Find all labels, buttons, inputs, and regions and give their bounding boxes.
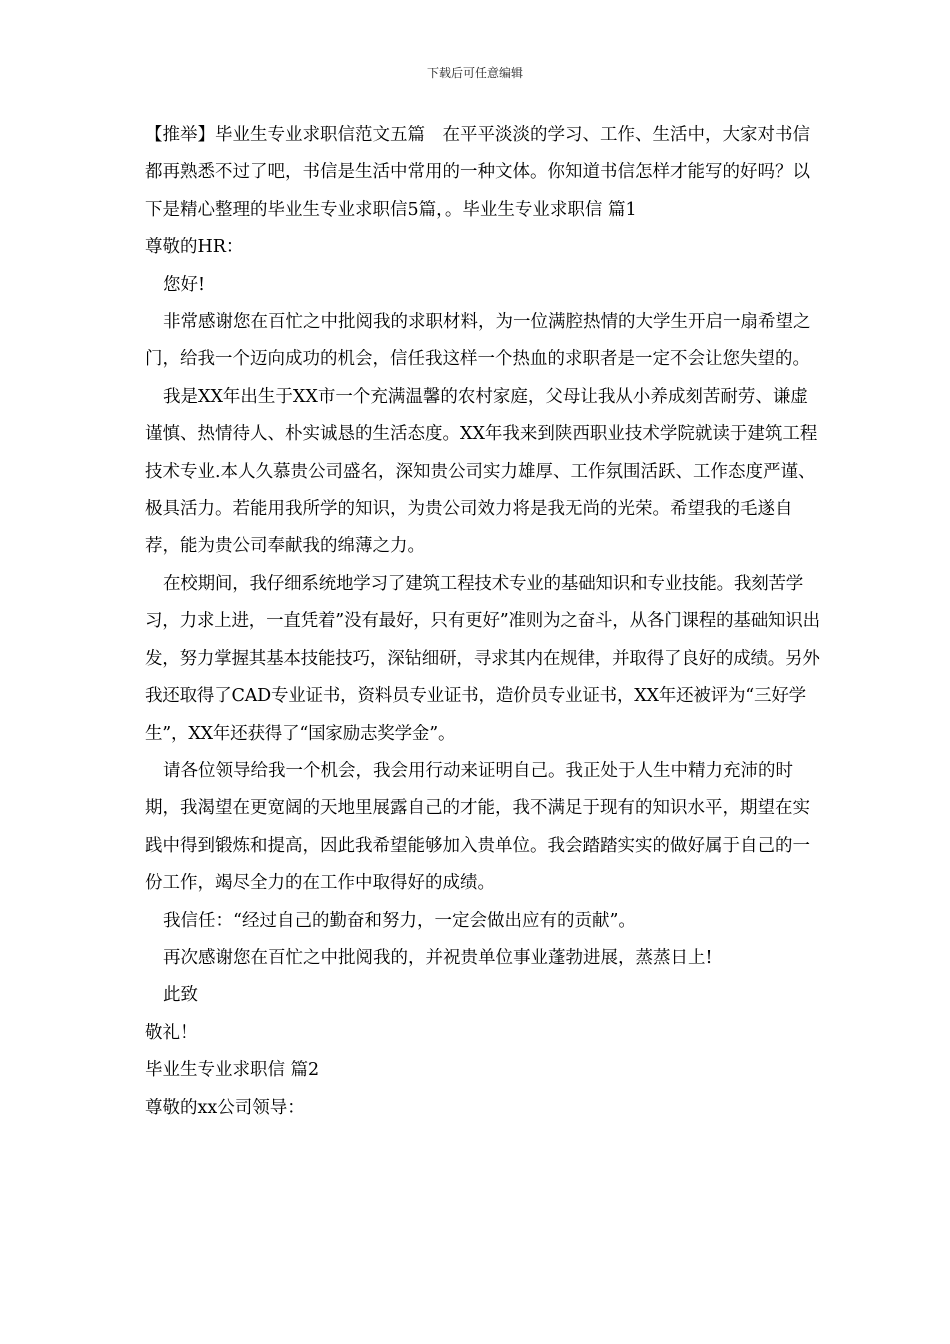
body-paragraph: 我是XX年出生于XX市一个充满温馨的农村家庭，父母让我从小养成刻苦耐劳、谦虚谨慎、热情待人、朴实诚恳的生活态度。XX年我来到陕西职业技术学院就读于建筑工程技术专业.本人久慕贵公司盛名，深知贵公司实力雄厚、工作氛围活跃、工作态度严谨、极具活力。若能用我所学的知识，为贵公司效力将是我无尚的光荣。希望我的毛遂自荐，能为贵公司奉献我的绵薄之力。 [145, 386, 818, 557]
salutation: 尊敬的HR： [145, 237, 244, 258]
closing-salute: 敬礼！ [145, 1022, 198, 1043]
document-body [145, 117, 821, 1127]
body-paragraph: 在校期间，我仔细系统地学习了建筑工程技术专业的基础知识和专业技能。我刻苦学习，力求上进，一直凭着”没有最好，只有更好”准则为之奋斗，从各门课程的基础知识出发，努力掌握其基本技能技巧，深钻细研，寻求其内在规律，并取得了良好的成绩。另外我还取得了CAD专业证书，资料员专业证书，造价员专业证书，XX年还被评为“三好学生”，XX年还获得了“国家励志奖学金”。 [145, 573, 820, 744]
body-paragraph: 请各位领导给我一个机会，我会用行动来证明自己。我正处于人生中精力充沛的时期，我渴望在更宽阔的天地里展露自己的才能，我不满足于现有的知识水平，期望在实践中得到锻炼和提高，因此我希望能够加入贵单位。我会踏踏实实的做好属于自己的一份工作，竭尽全力的在工作中取得好的成绩。 [145, 760, 810, 894]
page-header-note: 下载后可任意编辑 [426, 66, 523, 80]
section-heading: 毕业生专业求职信 篇2 [145, 1060, 320, 1081]
body-paragraph: 再次感谢您在百忙之中批阅我的，并祝贵单位事业蓬勃进展，蒸蒸日上! [163, 947, 713, 968]
body-paragraph: 非常感谢您在百忙之中批阅我的求职材料，为一位满腔热情的大学生开启一扇希望之门，给我一个迈向成功的机会，信任我这样一个热血的求职者是一定不会让您失望的。 [145, 312, 811, 370]
intro-paragraph: 【推举】毕业生专业求职信范文五篇 在平平淡淡的学习、工作、生活中，大家对书信都再熟悉不过了吧，书信是生活中常用的一种文体。你知道书信怎样才能写的好吗？以下是精心整理的毕业生专业求职信5篇，。毕业生专业求职信 篇1 [145, 125, 810, 220]
closing-line: 此致 [163, 985, 198, 1006]
body-paragraph: 我信任：“经过自己的勤奋和努力，一定会做出应有的贡献”。 [163, 910, 636, 931]
greeting: 您好! [163, 274, 206, 295]
salutation: 尊敬的xx公司领导： [145, 1097, 305, 1118]
